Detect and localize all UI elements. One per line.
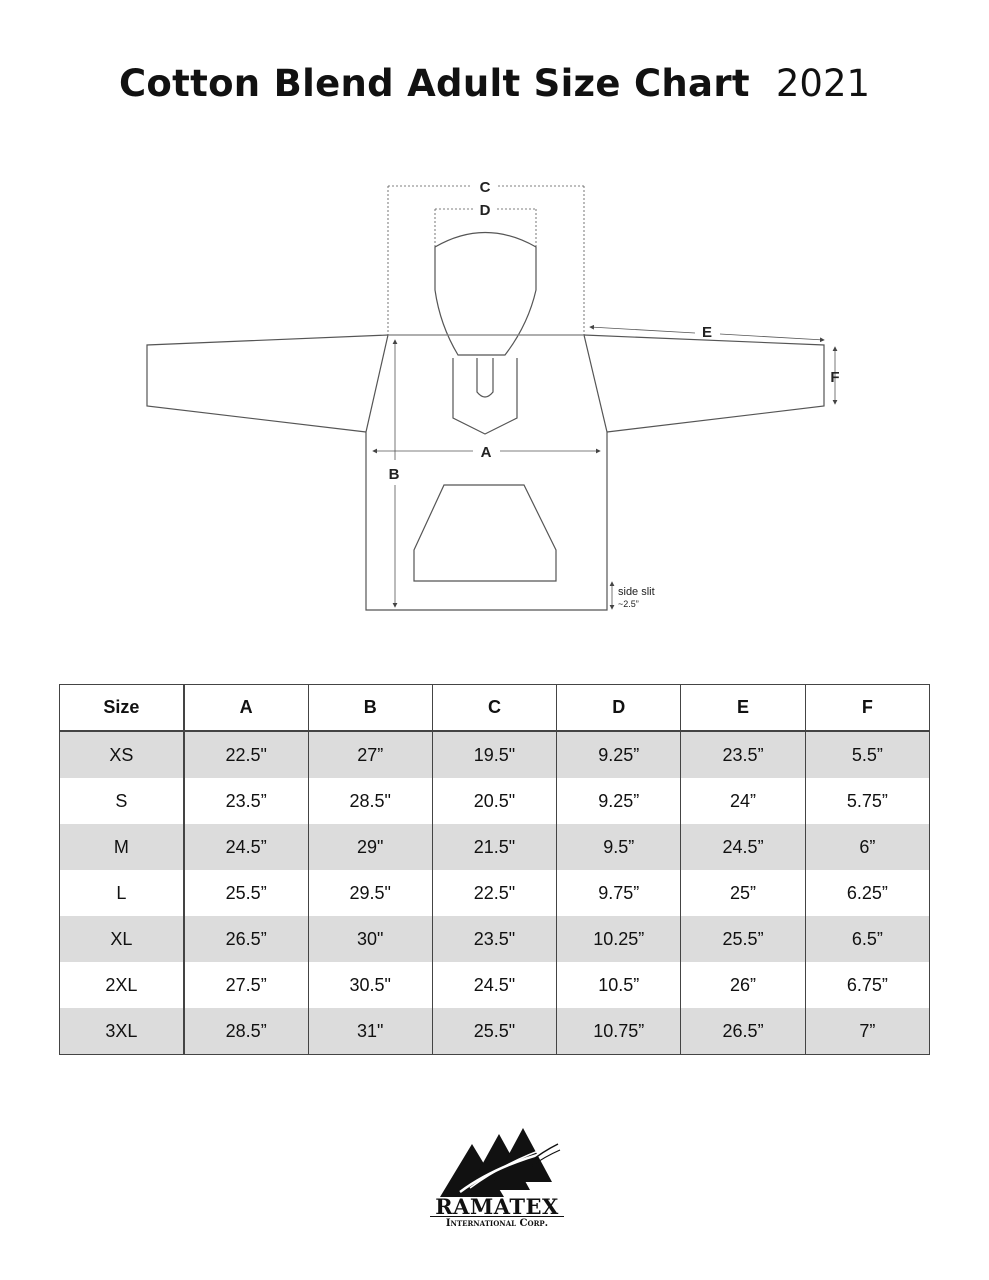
table-cell: 10.5”	[557, 962, 681, 1008]
table-cell: 28.5”	[184, 1008, 308, 1055]
table-cell: 25”	[681, 870, 805, 916]
table-cell: 10.25”	[557, 916, 681, 962]
table-cell: 25.5”	[681, 916, 805, 962]
table-cell: 6.5”	[805, 916, 929, 962]
table-row	[60, 1008, 930, 1055]
table-cell: 24”	[681, 778, 805, 824]
table-row	[60, 916, 930, 962]
table-cell: 26.5”	[681, 1008, 805, 1055]
table-cell: 27.5”	[184, 962, 308, 1008]
table-cell: 19.5"	[432, 731, 556, 778]
table-cell: 6”	[805, 824, 929, 870]
table-cell: 5.5”	[805, 731, 929, 778]
table-cell: XS	[60, 731, 184, 778]
col-header-e: E	[681, 685, 805, 732]
title-text: Cotton Blend Adult Size Chart	[118, 62, 750, 105]
table-cell: 9.25”	[557, 731, 681, 778]
table-cell: 22.5"	[184, 731, 308, 778]
table-cell: 25.5”	[184, 870, 308, 916]
table-cell: 9.25”	[557, 778, 681, 824]
col-header-f: F	[805, 685, 929, 732]
table-cell: 22.5"	[432, 870, 556, 916]
left-sleeve	[147, 335, 388, 432]
table-cell: L	[60, 870, 184, 916]
col-header-size: Size	[60, 685, 184, 732]
table-cell: 25.5"	[432, 1008, 556, 1055]
right-sleeve	[584, 335, 824, 432]
table-cell: 6.75”	[805, 962, 929, 1008]
table-cell: S	[60, 778, 184, 824]
label-a: A	[480, 444, 492, 461]
body-outline	[366, 335, 607, 610]
table-cell: 9.5”	[557, 824, 681, 870]
table-row	[60, 731, 930, 778]
table-row	[60, 962, 930, 1008]
size-table	[59, 684, 930, 1055]
table-cell: 31"	[308, 1008, 432, 1055]
table-cell: 27”	[308, 731, 432, 778]
table-row	[60, 824, 930, 870]
table-cell: 28.5"	[308, 778, 432, 824]
table-cell: 9.75”	[557, 870, 681, 916]
table-cell: 6.25”	[805, 870, 929, 916]
hood-outline	[435, 233, 536, 356]
table-cell: 24.5”	[184, 824, 308, 870]
neck-slit	[477, 358, 493, 397]
table-cell: 23.5”	[681, 731, 805, 778]
table-cell: 3XL	[60, 1008, 184, 1055]
table-cell: XL	[60, 916, 184, 962]
table-cell: 23.5"	[432, 916, 556, 962]
hoodie-diagram	[0, 170, 989, 620]
kangaroo-pocket	[414, 485, 556, 581]
title-year: 2021	[775, 62, 871, 105]
table-row	[60, 778, 930, 824]
col-header-c: C	[432, 685, 556, 732]
label-d: D	[479, 202, 491, 219]
table-header-row	[60, 685, 930, 732]
table-cell: 23.5”	[184, 778, 308, 824]
table-cell: 29"	[308, 824, 432, 870]
table-cell: 26.5”	[184, 916, 308, 962]
table-cell: 30"	[308, 916, 432, 962]
label-e: E	[701, 324, 713, 341]
table-cell: 24.5”	[681, 824, 805, 870]
label-f: F	[830, 369, 840, 386]
table-cell: 10.75”	[557, 1008, 681, 1055]
col-header-b: B	[308, 685, 432, 732]
logo-subtitle: International Corp.	[430, 1216, 564, 1229]
table-cell: M	[60, 824, 184, 870]
table-cell: 29.5"	[308, 870, 432, 916]
neck-opening	[453, 358, 517, 434]
col-header-a: A	[184, 685, 308, 732]
label-c: C	[479, 179, 491, 196]
side-slit-label: side slit	[618, 586, 655, 598]
table-cell: 30.5"	[308, 962, 432, 1008]
label-b: B	[388, 466, 400, 483]
table-cell: 26”	[681, 962, 805, 1008]
side-slit-value: ~2.5”	[618, 599, 639, 609]
table-cell: 7”	[805, 1008, 929, 1055]
table-cell: 20.5"	[432, 778, 556, 824]
table-cell: 24.5"	[432, 962, 556, 1008]
table-cell: 5.75”	[805, 778, 929, 824]
table-cell: 2XL	[60, 962, 184, 1008]
logo-name: RAMATEX	[435, 1194, 559, 1219]
table-row	[60, 870, 930, 916]
col-header-d: D	[557, 685, 681, 732]
page-title	[0, 62, 989, 105]
table-cell: 21.5"	[432, 824, 556, 870]
